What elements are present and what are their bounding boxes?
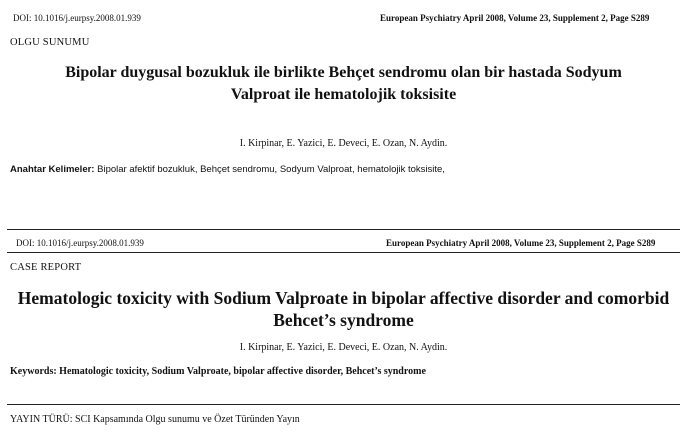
authors-en: I. Kirpinar, E. Yazici, E. Deveci, E. Ozan, N. Aydin.	[239, 342, 448, 353]
journal-citation-tr: European Psychiatry April 2008, Volume 23, Supplement 2, Page S289	[380, 13, 650, 23]
paper-title-en	[0, 287, 687, 331]
journal-citation-en: European Psychiatry April 2008, Volume 23, Supplement 2, Page S289	[386, 238, 656, 248]
paper-title-en-line2: Behcet’s syndrome	[273, 310, 414, 330]
section-label-tr: OLGU SUNUMU	[10, 37, 90, 48]
keywords-en: Keywords: Hematologic toxicity, Sodium Valproate, bipolar affective disorder, Behcet’s syndrome	[10, 366, 426, 377]
doi-tr: DOI: 10.1016/j.eurpsy.2008.01.939	[13, 13, 141, 23]
section-label-en: CASE REPORT	[10, 262, 82, 273]
keywords-tr	[10, 164, 445, 175]
paper-title-tr-line2: Valproat ile hematolojik toksisite	[230, 86, 457, 103]
keywords-text-tr: Bipolar afektif bozukluk, Behçet sendromu, Sodyum Valproat, hematolojik toksisite,	[94, 164, 445, 175]
publication-type: YAYIN TÜRÜ: SCI Kapsamında Olgu sunumu ve Özet Türünden Yayın	[10, 414, 300, 425]
paper-title-tr	[0, 62, 687, 106]
paper-title-en-line1: Hematologic toxicity with Sodium Valproate in bipolar affective disorder and comorbid	[17, 288, 670, 308]
keywords-label-tr: Anahtar Kelimeler:	[10, 164, 95, 175]
divider-top	[7, 229, 680, 230]
doi-en: DOI: 10.1016/j.eurpsy.2008.01.939	[16, 238, 144, 248]
divider-bottom	[7, 404, 680, 405]
divider-middle	[7, 252, 680, 253]
authors-tr: I. Kirpinar, E. Yazici, E. Deveci, E. Ozan, N. Aydin.	[239, 138, 448, 149]
paper-title-tr-line1: Bipolar duygusal bozukluk ile birlikte Behçet sendromu olan bir hastada Sodyum	[65, 64, 622, 81]
